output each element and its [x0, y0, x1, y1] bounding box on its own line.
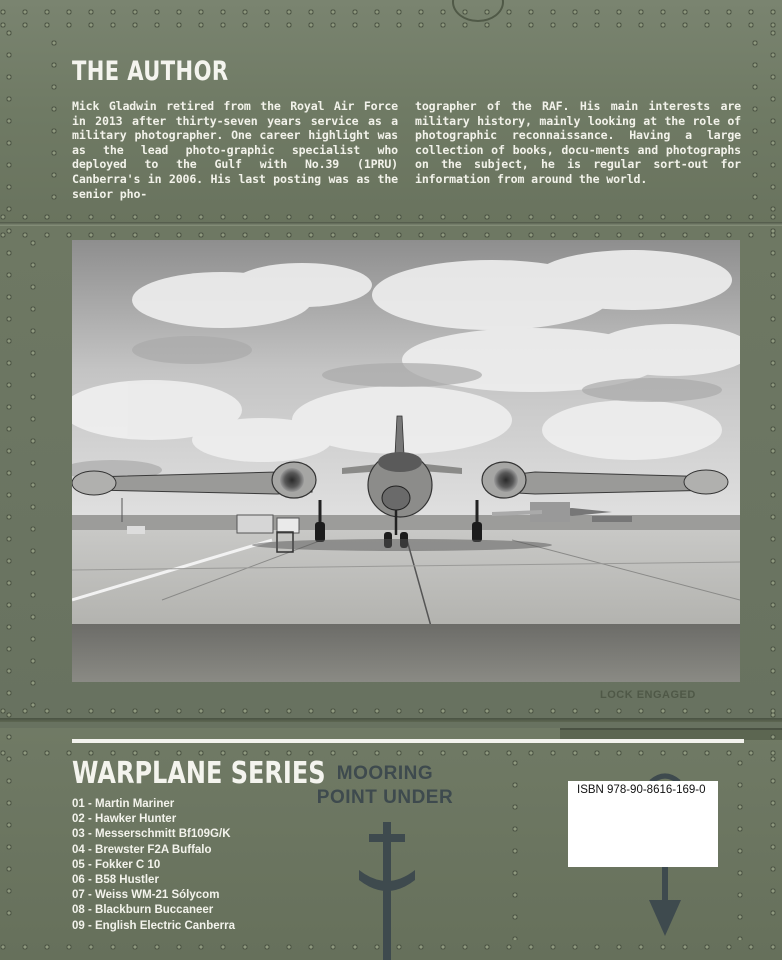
series-heading: WARPLANE SERIES — [72, 756, 326, 791]
series-item: 03 - Messerschmitt Bf109G/K — [72, 828, 231, 841]
author-heading: THE AUTHOR — [72, 56, 229, 87]
series-item: 02 - Hawker Hunter — [72, 813, 177, 826]
series-item: 06 - B58 Hustler — [72, 874, 159, 887]
rivet-column — [512, 760, 518, 940]
rivet-row — [0, 232, 782, 238]
rivet-column — [752, 40, 758, 210]
rivet-column — [30, 240, 36, 710]
series-item: 08 - Blackburn Buccaneer — [72, 904, 214, 917]
anchor-icon — [355, 822, 419, 960]
series-list — [72, 797, 235, 934]
rivet-row — [0, 214, 782, 220]
mooring-stencil — [315, 762, 455, 810]
rivet-column — [737, 760, 743, 940]
panel-seam — [0, 222, 782, 226]
divider-line — [72, 739, 744, 743]
rivet-row — [0, 9, 782, 15]
panel-seam — [0, 718, 782, 722]
rivet-column — [770, 30, 776, 930]
mooring-line1: MOORING — [336, 763, 434, 784]
series-item: 01 - Martin Mariner — [72, 798, 175, 810]
rivet-column — [6, 30, 12, 930]
isbn-barcode-box — [568, 781, 718, 867]
series-item: 09 - English Electric Canberra — [72, 919, 235, 932]
series-item: 05 - Fokker C 10 — [72, 858, 161, 871]
aircraft-photo — [72, 240, 740, 682]
series-item: 04 - Brewster F2A Buffalo — [72, 843, 212, 856]
mooring-line2: POINT UNDER — [316, 787, 454, 808]
rivet-column — [51, 40, 57, 210]
isbn-text: ISBN 978-90-8616-169-0 — [577, 784, 706, 796]
author-bio-left: Mick Gladwin retired from the Royal Air Force in 2013 after thirty-seven years service as a military photographer. One career highlight was as the lead photo-graphic specialist who deployed to the Gulf with No.39 (1PRU) Canberra's in 2006. His last posting was as the senior pho- — [72, 99, 398, 201]
lock-engaged-stencil: LOCK ENGAGED — [600, 689, 696, 701]
author-bio-right: tographer of the RAF. His main interests are military history, mainly looking at the role of photographic reconnaissance. Having a large collection of books, docu-ments and photographs on the subject, he is regular sort-out for information from around the world. — [415, 99, 741, 186]
rivet-row — [0, 22, 782, 28]
series-item: 07 - Weiss WM-21 Sólycom — [72, 889, 220, 902]
rivet-row — [0, 708, 782, 714]
